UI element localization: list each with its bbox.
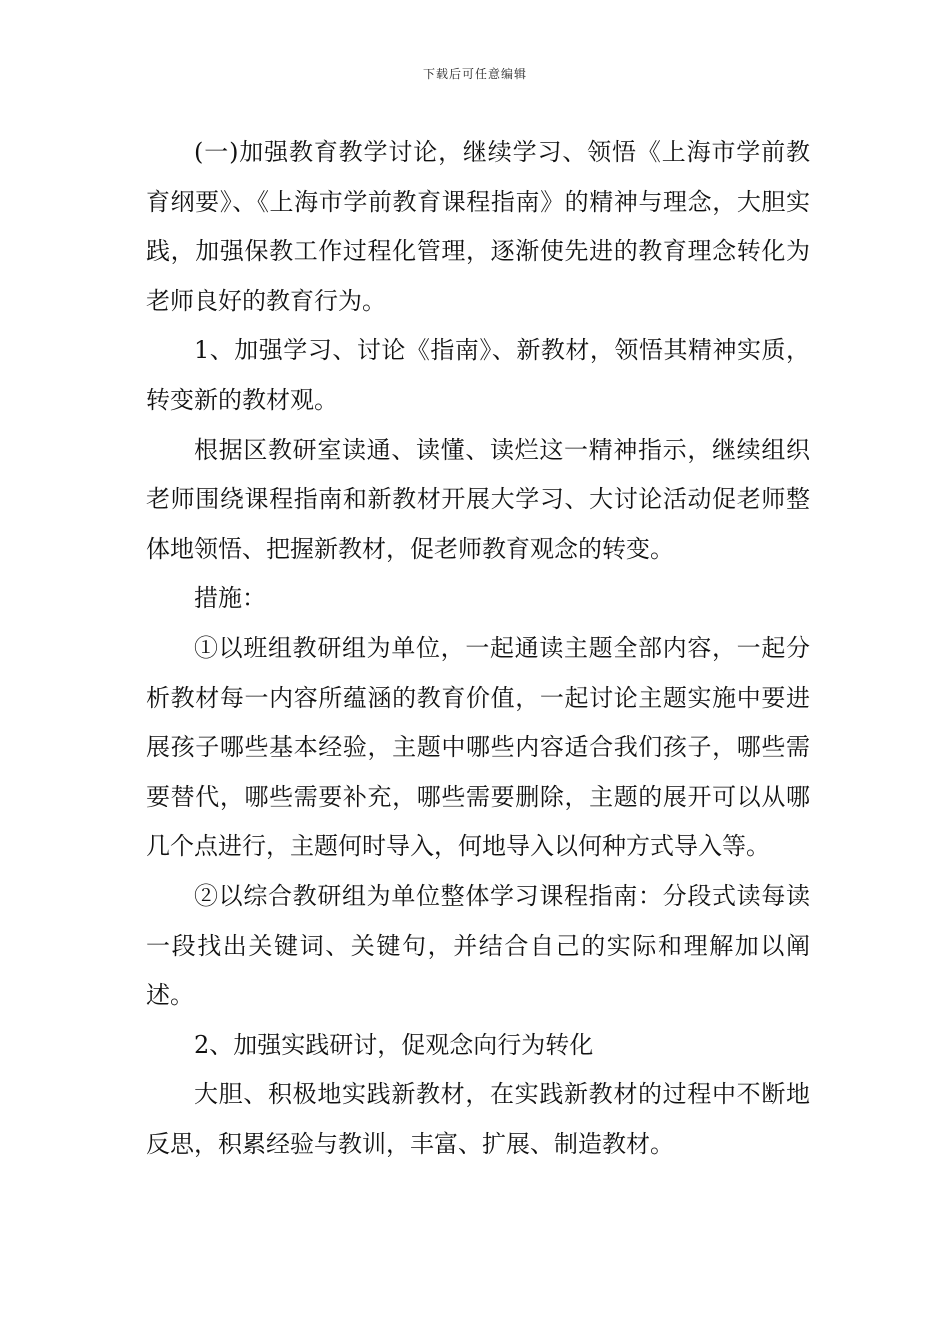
document-body <box>146 128 810 1169</box>
paragraph-measure-one: ①以班组教研组为单位，一起通读主题全部内容，一起分析教材每一内容所蕴涵的教育价值，一起讨论主题实施中要进展孩子哪些基本经验，主题中哪些内容适合我们孩子，哪些需要替代，哪些需要补充，哪些需要删除，主题的展开可以从哪几个点进行，主题何时导入，何地导入以何种方式导入等。 <box>146 633 810 861</box>
paragraph-measure-two: ②以综合教研组为单位整体学习课程指南：分段式读每读一段找出关键词、关键句，并结合自己的实际和理解加以阐述。 <box>146 881 810 1010</box>
paragraph-measures-label: 措施： <box>194 584 266 613</box>
paragraph-item-two-detail: 大胆、积极地实践新教材，在实践新教材的过程中不断地反思，积累经验与教训，丰富、扩展、制造教材。 <box>146 1080 810 1158</box>
paragraph-item-two: 2、加强实践研讨，促观念向行为转化 <box>194 1030 594 1059</box>
paragraph-item-one: 1、加强学习、讨论《指南》、新教材，领悟其精神实质，转变新的教材观。 <box>146 336 810 414</box>
paragraph-item-one-detail: 根据区教研室读通、读懂、读烂这一精神指示，继续组织老师围绕课程指南和新教材开展大学习、大讨论活动促老师整体地领悟、把握新教材，促老师教育观念的转变。 <box>146 435 810 563</box>
paragraph-section-one: (一)加强教育教学讨论，继续学习、领悟《上海市学前教育纲要》、《上海市学前教育课程指南》的精神与理念，大胆实践，加强保教工作过程化管理，逐渐使先进的教育理念转化为老师良好的教育行为。 <box>146 138 810 315</box>
page-header: 下载后可任意编辑 <box>422 67 527 81</box>
